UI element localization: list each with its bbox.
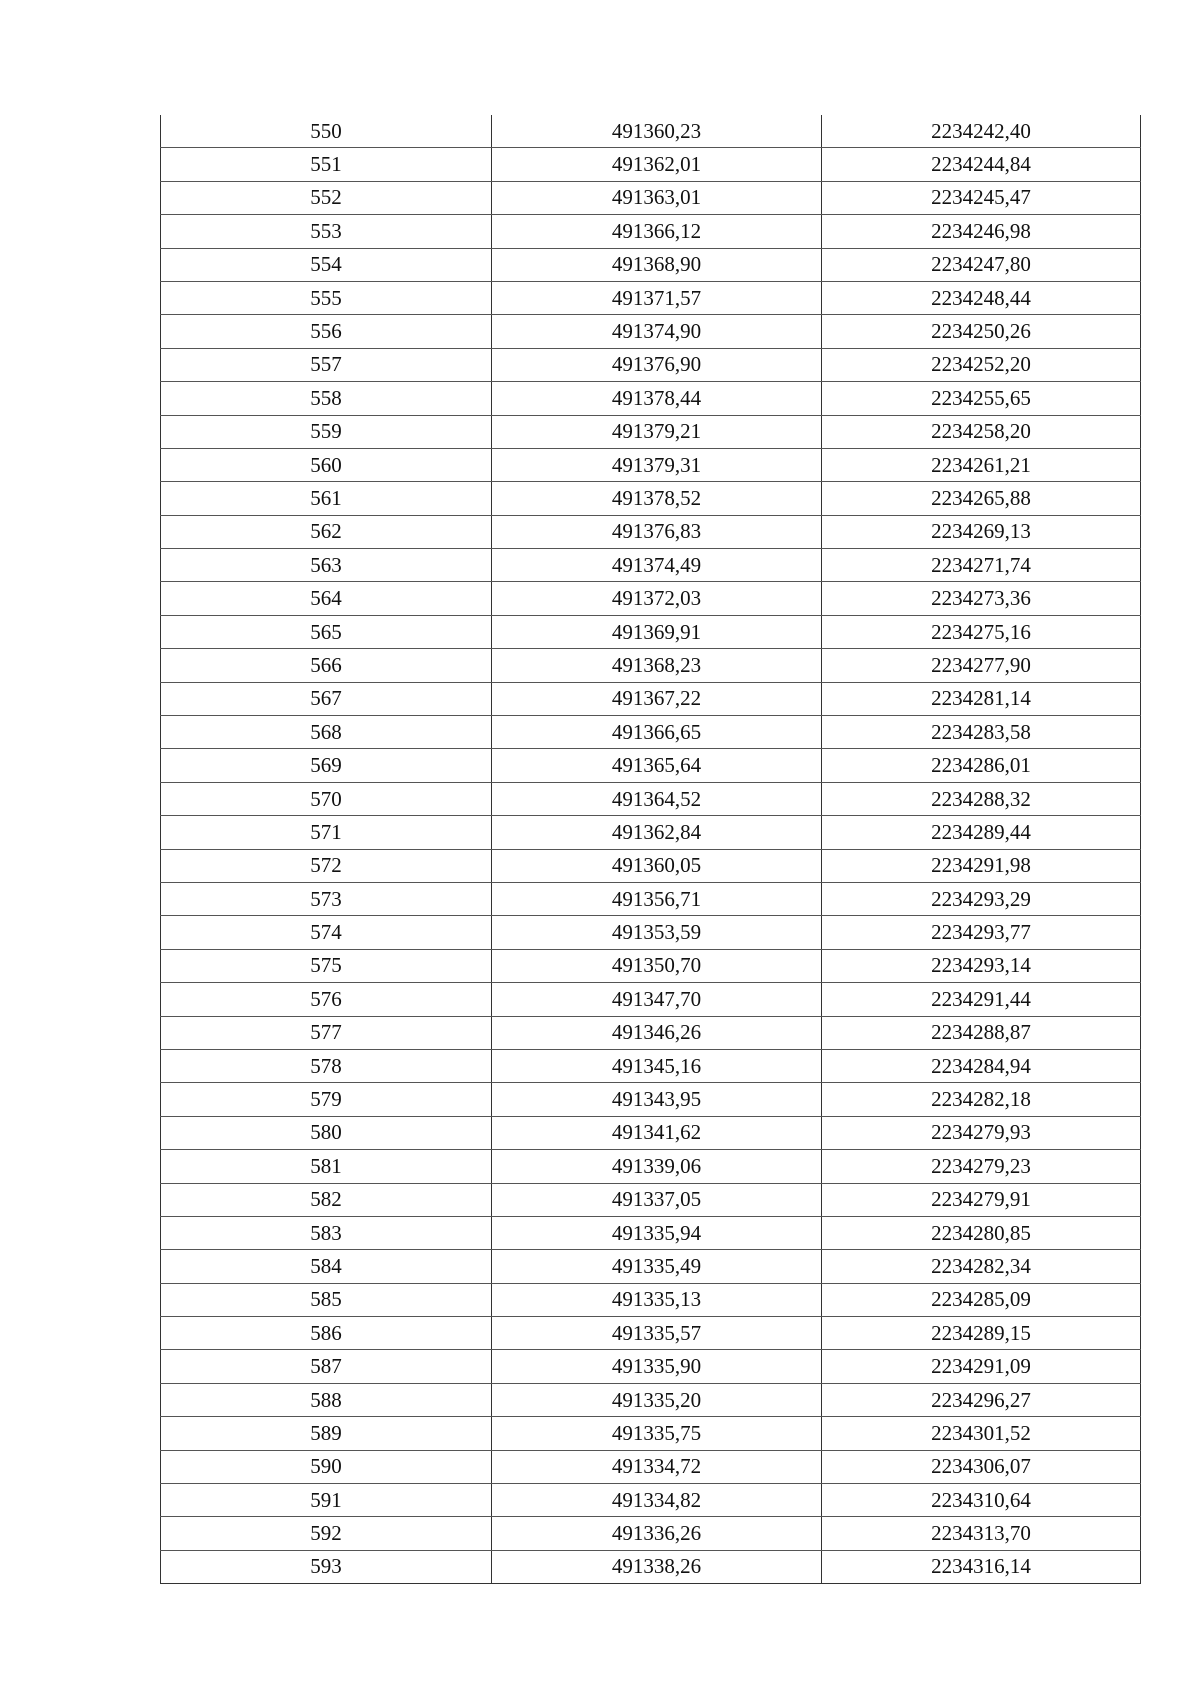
y-coordinate-cell: 2234291,44: [822, 983, 1141, 1016]
x-coordinate-cell: 491341,62: [492, 1116, 822, 1149]
table-row: [161, 1016, 1141, 1049]
point-number-cell: 554: [161, 248, 492, 281]
y-coordinate-cell: 2234244,84: [822, 148, 1141, 181]
x-coordinate-cell: 491353,59: [492, 916, 822, 949]
y-coordinate-cell: 2234279,91: [822, 1183, 1141, 1216]
x-coordinate-cell: 491337,05: [492, 1183, 822, 1216]
y-coordinate-cell: 2234291,09: [822, 1350, 1141, 1383]
y-coordinate-cell: 2234261,21: [822, 448, 1141, 481]
x-coordinate-cell: 491335,20: [492, 1383, 822, 1416]
y-coordinate-cell: 2234265,88: [822, 482, 1141, 515]
table-row: [161, 448, 1141, 481]
y-coordinate-cell: 2234246,98: [822, 215, 1141, 248]
x-coordinate-cell: 491350,70: [492, 949, 822, 982]
y-coordinate-cell: 2234293,77: [822, 916, 1141, 949]
x-coordinate-cell: 491335,90: [492, 1350, 822, 1383]
point-number-cell: 576: [161, 983, 492, 1016]
table-row: [161, 682, 1141, 715]
y-coordinate-cell: 2234289,44: [822, 816, 1141, 849]
table-row: [161, 816, 1141, 849]
table-row: [161, 549, 1141, 582]
x-coordinate-cell: 491362,84: [492, 816, 822, 849]
y-coordinate-cell: 2234252,20: [822, 348, 1141, 381]
point-number-cell: 555: [161, 281, 492, 314]
x-coordinate-cell: 491356,71: [492, 882, 822, 915]
y-coordinate-cell: 2234247,80: [822, 248, 1141, 281]
x-coordinate-cell: 491369,91: [492, 615, 822, 648]
point-number-cell: 569: [161, 749, 492, 782]
point-number-cell: 568: [161, 716, 492, 749]
table-row: [161, 1550, 1141, 1583]
point-number-cell: 580: [161, 1116, 492, 1149]
table-row: [161, 1116, 1141, 1149]
y-coordinate-cell: 2234281,14: [822, 682, 1141, 715]
table-row: [161, 1083, 1141, 1116]
x-coordinate-cell: 491360,23: [492, 115, 822, 148]
x-coordinate-cell: 491345,16: [492, 1049, 822, 1082]
x-coordinate-cell: 491335,94: [492, 1216, 822, 1249]
coordinate-table: [160, 115, 1141, 1584]
table-row: [161, 1450, 1141, 1483]
x-coordinate-cell: 491365,64: [492, 749, 822, 782]
x-coordinate-cell: 491339,06: [492, 1150, 822, 1183]
table-row: [161, 983, 1141, 1016]
x-coordinate-cell: 491374,49: [492, 549, 822, 582]
x-coordinate-cell: 491343,95: [492, 1083, 822, 1116]
table-row: [161, 248, 1141, 281]
y-coordinate-cell: 2234316,14: [822, 1550, 1141, 1583]
x-coordinate-cell: 491376,83: [492, 515, 822, 548]
x-coordinate-cell: 491335,13: [492, 1283, 822, 1316]
table-row: [161, 615, 1141, 648]
x-coordinate-cell: 491368,23: [492, 649, 822, 682]
y-coordinate-cell: 2234288,87: [822, 1016, 1141, 1049]
x-coordinate-cell: 491374,90: [492, 315, 822, 348]
table-row: [161, 148, 1141, 181]
y-coordinate-cell: 2234280,85: [822, 1216, 1141, 1249]
point-number-cell: 578: [161, 1049, 492, 1082]
x-coordinate-cell: 491376,90: [492, 348, 822, 381]
y-coordinate-cell: 2234293,29: [822, 882, 1141, 915]
y-coordinate-cell: 2234248,44: [822, 281, 1141, 314]
y-coordinate-cell: 2234250,26: [822, 315, 1141, 348]
point-number-cell: 564: [161, 582, 492, 615]
x-coordinate-cell: 491338,26: [492, 1550, 822, 1583]
table-row: [161, 181, 1141, 214]
table-row: [161, 1250, 1141, 1283]
point-number-cell: 571: [161, 816, 492, 849]
table-row: [161, 1049, 1141, 1082]
y-coordinate-cell: 2234279,93: [822, 1116, 1141, 1149]
table-row: [161, 1417, 1141, 1450]
y-coordinate-cell: 2234255,65: [822, 382, 1141, 415]
table-row: [161, 882, 1141, 915]
y-coordinate-cell: 2234289,15: [822, 1317, 1141, 1350]
x-coordinate-cell: 491372,03: [492, 582, 822, 615]
point-number-cell: 566: [161, 649, 492, 682]
y-coordinate-cell: 2234277,90: [822, 649, 1141, 682]
point-number-cell: 574: [161, 916, 492, 949]
x-coordinate-cell: 491379,31: [492, 448, 822, 481]
table-row: [161, 1350, 1141, 1383]
point-number-cell: 561: [161, 482, 492, 515]
y-coordinate-cell: 2234279,23: [822, 1150, 1141, 1183]
x-coordinate-cell: 491368,90: [492, 248, 822, 281]
table-row: [161, 115, 1141, 148]
table-row: [161, 716, 1141, 749]
y-coordinate-cell: 2234245,47: [822, 181, 1141, 214]
y-coordinate-cell: 2234310,64: [822, 1484, 1141, 1517]
table-row: [161, 582, 1141, 615]
point-number-cell: 592: [161, 1517, 492, 1550]
table-row: [161, 649, 1141, 682]
point-number-cell: 558: [161, 382, 492, 415]
table-row: [161, 1283, 1141, 1316]
table-row: [161, 1517, 1141, 1550]
y-coordinate-cell: 2234271,74: [822, 549, 1141, 582]
y-coordinate-cell: 2234286,01: [822, 749, 1141, 782]
x-coordinate-cell: 491335,57: [492, 1317, 822, 1350]
point-number-cell: 567: [161, 682, 492, 715]
table-row: [161, 415, 1141, 448]
y-coordinate-cell: 2234258,20: [822, 415, 1141, 448]
point-number-cell: 588: [161, 1383, 492, 1416]
y-coordinate-cell: 2234275,16: [822, 615, 1141, 648]
table-row: [161, 348, 1141, 381]
y-coordinate-cell: 2234306,07: [822, 1450, 1141, 1483]
x-coordinate-cell: 491379,21: [492, 415, 822, 448]
x-coordinate-cell: 491360,05: [492, 849, 822, 882]
y-coordinate-cell: 2234282,18: [822, 1083, 1141, 1116]
point-number-cell: 577: [161, 1016, 492, 1049]
point-number-cell: 593: [161, 1550, 492, 1583]
point-number-cell: 572: [161, 849, 492, 882]
table-row: [161, 482, 1141, 515]
table-row: [161, 916, 1141, 949]
x-coordinate-cell: 491364,52: [492, 782, 822, 815]
table-row: [161, 1484, 1141, 1517]
point-number-cell: 587: [161, 1350, 492, 1383]
point-number-cell: 591: [161, 1484, 492, 1517]
table-row: [161, 1150, 1141, 1183]
x-coordinate-cell: 491335,49: [492, 1250, 822, 1283]
y-coordinate-cell: 2234282,34: [822, 1250, 1141, 1283]
point-number-cell: 562: [161, 515, 492, 548]
y-coordinate-cell: 2234285,09: [822, 1283, 1141, 1316]
y-coordinate-cell: 2234284,94: [822, 1049, 1141, 1082]
x-coordinate-cell: 491378,52: [492, 482, 822, 515]
y-coordinate-cell: 2234283,58: [822, 716, 1141, 749]
coordinate-table-body: [161, 115, 1141, 1584]
y-coordinate-cell: 2234313,70: [822, 1517, 1141, 1550]
table-row: [161, 215, 1141, 248]
table-row: [161, 1317, 1141, 1350]
y-coordinate-cell: 2234242,40: [822, 115, 1141, 148]
x-coordinate-cell: 491363,01: [492, 181, 822, 214]
table-row: [161, 315, 1141, 348]
table-row: [161, 515, 1141, 548]
point-number-cell: 583: [161, 1216, 492, 1249]
point-number-cell: 590: [161, 1450, 492, 1483]
y-coordinate-cell: 2234273,36: [822, 582, 1141, 615]
point-number-cell: 570: [161, 782, 492, 815]
table-row: [161, 1216, 1141, 1249]
x-coordinate-cell: 491335,75: [492, 1417, 822, 1450]
y-coordinate-cell: 2234293,14: [822, 949, 1141, 982]
point-number-cell: 565: [161, 615, 492, 648]
point-number-cell: 575: [161, 949, 492, 982]
point-number-cell: 586: [161, 1317, 492, 1350]
x-coordinate-cell: 491334,82: [492, 1484, 822, 1517]
table-row: [161, 1183, 1141, 1216]
x-coordinate-cell: 491334,72: [492, 1450, 822, 1483]
point-number-cell: 557: [161, 348, 492, 381]
point-number-cell: 573: [161, 882, 492, 915]
point-number-cell: 553: [161, 215, 492, 248]
point-number-cell: 585: [161, 1283, 492, 1316]
point-number-cell: 551: [161, 148, 492, 181]
point-number-cell: 552: [161, 181, 492, 214]
point-number-cell: 559: [161, 415, 492, 448]
point-number-cell: 579: [161, 1083, 492, 1116]
x-coordinate-cell: 491371,57: [492, 281, 822, 314]
point-number-cell: 560: [161, 448, 492, 481]
point-number-cell: 550: [161, 115, 492, 148]
point-number-cell: 581: [161, 1150, 492, 1183]
point-number-cell: 589: [161, 1417, 492, 1450]
x-coordinate-cell: 491336,26: [492, 1517, 822, 1550]
y-coordinate-cell: 2234296,27: [822, 1383, 1141, 1416]
point-number-cell: 563: [161, 549, 492, 582]
point-number-cell: 582: [161, 1183, 492, 1216]
x-coordinate-cell: 491346,26: [492, 1016, 822, 1049]
x-coordinate-cell: 491347,70: [492, 983, 822, 1016]
y-coordinate-cell: 2234291,98: [822, 849, 1141, 882]
table-row: [161, 949, 1141, 982]
table-row: [161, 782, 1141, 815]
x-coordinate-cell: 491378,44: [492, 382, 822, 415]
y-coordinate-cell: 2234269,13: [822, 515, 1141, 548]
y-coordinate-cell: 2234301,52: [822, 1417, 1141, 1450]
x-coordinate-cell: 491362,01: [492, 148, 822, 181]
x-coordinate-cell: 491366,12: [492, 215, 822, 248]
x-coordinate-cell: 491366,65: [492, 716, 822, 749]
point-number-cell: 584: [161, 1250, 492, 1283]
table-row: [161, 281, 1141, 314]
table-row: [161, 382, 1141, 415]
table-row: [161, 849, 1141, 882]
x-coordinate-cell: 491367,22: [492, 682, 822, 715]
point-number-cell: 556: [161, 315, 492, 348]
y-coordinate-cell: 2234288,32: [822, 782, 1141, 815]
table-row: [161, 1383, 1141, 1416]
table-row: [161, 749, 1141, 782]
